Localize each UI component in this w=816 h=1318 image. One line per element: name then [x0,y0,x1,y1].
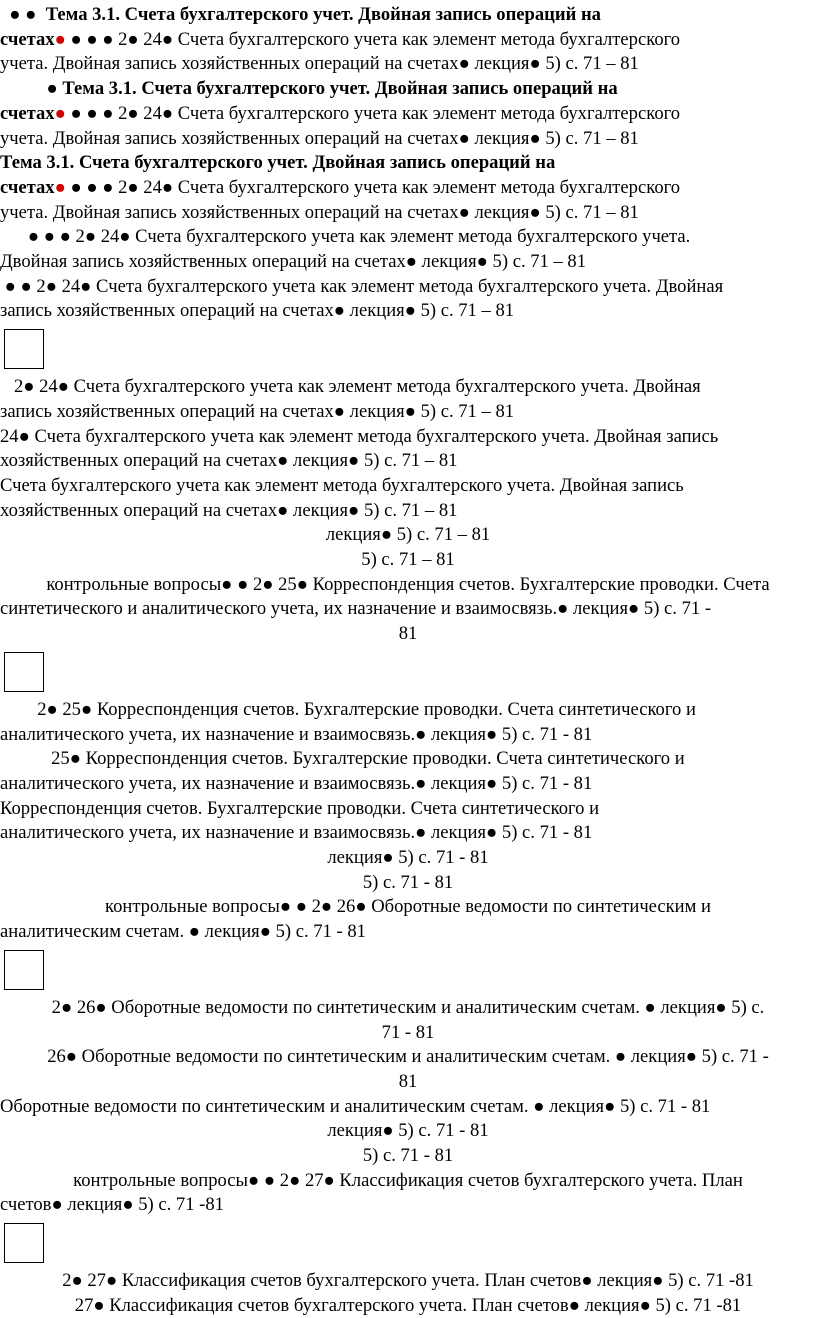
red-bullet-icon: ● [54,28,66,50]
red-bullet-icon: ● [54,176,66,198]
line-text: учета. Двойная запись хозяйственных операций на счетах● лекция● 5) с. 71 – 81 [0,201,639,223]
line-text: 5) с. 71 - 81 [362,1145,454,1166]
text-line [0,275,816,300]
text-line [0,698,816,723]
line-text: Корреспонденция счетов. Бухгалтерские проводки. Счета синтетического и [0,797,600,819]
text-line [0,201,816,226]
text-line [0,102,816,127]
text-line [0,573,816,598]
empty-checkbox-frame [4,329,44,369]
line-text: Счета бухгалтерского учета как элемент метода бухгалтерского учета. Двойная запись [0,474,684,496]
text-line [0,523,816,548]
text-line [0,52,816,77]
heading-text: ● ● Тема 3.1. Счета бухгалтерского учет. Двойная запись операций на [0,4,601,25]
text-line [0,3,816,28]
line-text: ● ● ● 2● 24● Счета бухгалтерского учета как элемент метода бухгалтерского учета. [0,226,691,248]
heading-text: счетах [0,102,55,124]
text-line [0,1193,816,1218]
line-text: ● ● ● 2● 24● Счета бухгалтерского учета как элемент метода бухгалтерского [65,176,681,198]
line-text: запись хозяйственных операций на счетах● лекция● 5) с. 71 – 81 [0,400,515,422]
text-line [0,772,816,797]
line-text: 81 [398,623,418,645]
line-text: ● ● ● 2● 24● Счета бухгалтерского учета как элемент метода бухгалтерского [65,28,681,50]
text-line [0,127,816,152]
text-line [0,1045,816,1070]
text-line [0,1294,816,1318]
text-line [0,400,816,425]
line-text: 71 - 81 [381,1021,435,1043]
heading-text: Тема 3.1. Счета бухгалтерского учет. Двойная запись операций на [0,152,556,174]
line-text: ● ● 2● 24● Счета бухгалтерского учета как элемент метода бухгалтерского учета. Двойная [0,275,724,297]
text-line [0,425,816,450]
line-text: 25● Корреспонденция счетов. Бухгалтерские проводки. Счета синтетического и [0,748,685,770]
line-text: хозяйственных операций на счетах● лекция● 5) с. 71 – 81 [0,499,458,521]
text-line [0,499,816,524]
text-line [0,1269,816,1294]
line-text: 81 [398,1070,418,1092]
line-text: 26● Оборотные ведомости по синтетическим и аналитическим счетам. ● лекция● 5) с. 71 - [47,1046,769,1068]
line-text: аналитического учета, их назначение и взаимосвязь.● лекция● 5) с. 71 - 81 [0,822,593,844]
text-line [0,895,816,920]
empty-checkbox-frame [4,1223,44,1263]
text-line [0,622,816,647]
empty-checkbox-frame [4,950,44,990]
text-line [0,797,816,822]
line-text: 2● 25● Корреспонденция счетов. Бухгалтерские проводки. Счета синтетического и [0,698,696,720]
line-text: ● ● ● 2● 24● Счета бухгалтерского учета как элемент метода бухгалтерского [65,102,681,124]
line-text: лекция● 5) с. 71 – 81 [325,524,491,546]
text-line [0,821,816,846]
text-line [0,1021,816,1046]
text-line [0,474,816,499]
text-line [0,299,816,324]
line-text: хозяйственных операций на счетах● лекция● 5) с. 71 – 81 [0,450,458,472]
text-line [0,597,816,622]
text-line [0,920,816,945]
line-text: 24● Счета бухгалтерского учета как элемент метода бухгалтерского учета. Двойная запись [0,425,719,447]
text-line [0,250,816,275]
line-text: учета. Двойная запись хозяйственных операций на счетах● лекция● 5) с. 71 – 81 [0,127,639,149]
red-bullet-icon: ● [54,102,66,124]
line-text: аналитическим счетам. ● лекция● 5) с. 71 - 81 [0,921,366,943]
line-text: лекция● 5) с. 71 - 81 [327,1120,489,1142]
line-text: синтетического и аналитического учета, их назначение и взаимосвязь.● лекция● 5) с. 71 - [0,598,712,620]
text-line [0,747,816,772]
text-line [0,176,816,201]
line-text: лекция● 5) с. 71 - 81 [327,847,489,868]
text-line [0,846,816,871]
text-line [0,151,816,176]
line-text: 5) с. 71 – 81 [361,549,455,570]
text-line [0,1144,816,1169]
line-text: контрольные вопросы● ● 2● 27● Классификация счетов бухгалтерского учета. План [73,1169,743,1191]
line-text: контрольные вопросы● ● 2● 26● Оборотные ведомости по синтетическим и [104,896,711,918]
empty-checkbox-frame [4,652,44,692]
line-text: аналитического учета, их назначение и взаимосвязь.● лекция● 5) с. 71 - 81 [0,723,593,745]
text-line [0,28,816,53]
line-text: 2● 24● Счета бухгалтерского учета как элемент метода бухгалтерского учета. Двойная [0,376,701,398]
text-line [0,375,816,400]
line-text: 2● 26● Оборотные ведомости по синтетическим и аналитическим счетам. ● лекция● 5) с. [51,996,765,1018]
line-text: аналитического учета, их назначение и взаимосвязь.● лекция● 5) с. 71 - 81 [0,772,593,794]
heading-text: счетах [0,28,55,50]
heading-text: ● Тема 3.1. Счета бухгалтерского учет. Двойная запись операций на [0,78,618,100]
line-text: 2● 27● Классификация счетов бухгалтерского учета. План счетов● лекция● 5) с. 71 -81 [62,1270,754,1292]
text-line [0,996,816,1021]
line-text: 27● Классификация счетов бухгалтерского учета. План счетов● лекция● 5) с. 71 -81 [74,1294,742,1316]
line-text: Оборотные ведомости по синтетическим и аналитическим счетам. ● лекция● 5) с. 71 - 81 [0,1095,711,1117]
heading-text: счетах [0,176,55,198]
text-line [0,77,816,102]
text-line [0,723,816,748]
line-text: запись хозяйственных операций на счетах● лекция● 5) с. 71 – 81 [0,300,515,322]
text-line [0,1169,816,1194]
text-line [0,871,816,896]
text-line [0,1070,816,1095]
text-line [0,449,816,474]
text-line [0,548,816,573]
line-text: контрольные вопросы● ● 2● 25● Корреспонденция счетов. Бухгалтерские проводки. Счета [46,573,770,595]
text-line [0,1119,816,1144]
line-text: счетов● лекция● 5) с. 71 -81 [0,1194,224,1216]
text-line [0,225,816,250]
line-text: Двойная запись хозяйственных операций на счетах● лекция● 5) с. 71 – 81 [0,251,587,272]
line-text: 5) с. 71 - 81 [362,871,454,893]
text-line [0,1095,816,1120]
line-text: учета. Двойная запись хозяйственных операций на счетах● лекция● 5) с. 71 – 81 [0,53,639,75]
